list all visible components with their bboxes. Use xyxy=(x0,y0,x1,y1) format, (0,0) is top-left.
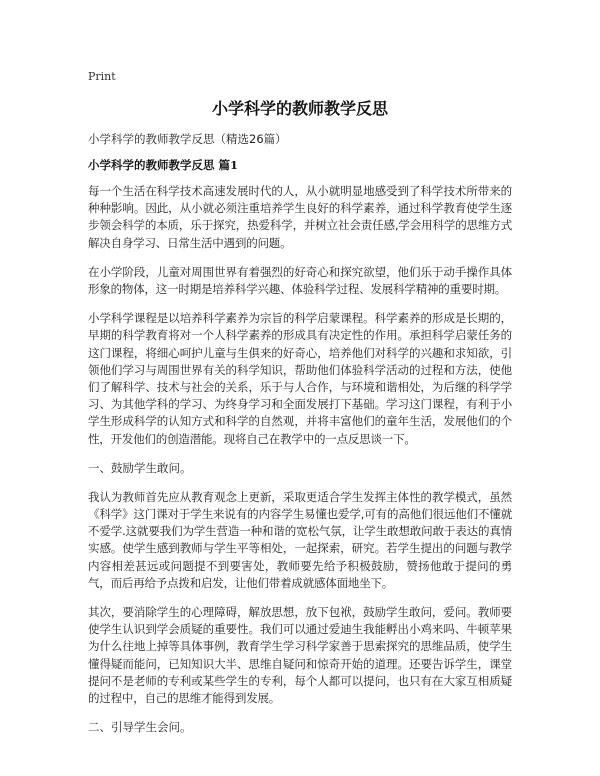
paragraph: 每一个生活在科学技术高速发展时代的人，从小就明显地感受到了科学技术所带来的种种影响。因此，从小就必须注重培养学生良好的科学素养，通过科学教育使学生逐步领会科学的本质，乐于探究，热爱科学，并树立社会责任感,学会用科学的思维方式解决自身学习、日常生活中遇到的问题。 xyxy=(88,184,512,250)
section-title: 小学科学的教师教学反思 篇1 xyxy=(88,158,239,172)
paragraph: 小学科学课程是以培养科学素养为宗旨的科学启蒙课程。科学素养的形成是长期的，早期的科学教育将对一个人科学素养的形成具有决定性的作用。承担科学启蒙任务的这门课程，将细心呵护儿童与生俱来的好奇心，培养他们对科学的兴趣和求知欲，引领他们学习与周围世界有关的科学知识，帮助他们体验科学活动的过程和方法，使他们了解科学、技术与社会的关系，乐于与人合作，与环境和谐相处，为后继的科学学习、为其他学科的学习、为终身学习和全面发展打下基础。学习这门课程，有利于小学生形成科学的认知方式和科学的自然观，并将丰富他们的童年生活，发展他们的个性，开发他们的创造潜能。现将自己在教学中的一点反思谈一下。 xyxy=(88,311,512,446)
page-title: 小学科学的教师教学反思 xyxy=(211,99,388,118)
document-subtitle: 小学科学的教师教学反思（精选26篇） xyxy=(88,132,287,146)
paragraph: 在小学阶段，儿童对周围世界有着强烈的好奇心和探究欲望，他们乐于动手操作具体形象的物体，这一时期是培养科学兴趣、体验科学过程、发展科学精神的重要时期。 xyxy=(88,264,512,297)
print-label[interactable]: Print xyxy=(88,70,116,83)
paragraph: 其次，要消除学生的心理障碍，解放思想，放下包袱，鼓励学生敢问，爱问。教师要使学生认识到学会质疑的重要性。我们可以通过爱迪生我能孵出小鸡来吗、牛顿苹果为什么往地上掉等具体事例，教育学生学习科学家善于思索探究的思维品质，使学生懂得疑而能问，已知知识大半、思维自疑问和惊奇开始的道理。还要告诉学生，课堂提问不是老师的专利或某些学生的专利，每个人都可以提问，也只有在大家互相质疑的过程中，自己的思维才能得到发展。 xyxy=(88,605,512,706)
subheading: 二、引导学生会问。 xyxy=(88,720,192,735)
document-body xyxy=(88,131,512,748)
subheading: 一、鼓励学生敢问。 xyxy=(88,460,192,475)
paragraph: 我认为教师首先应从教育观念上更新，采取更适合学生发挥主体性的教学模式，虽然《科学》这门课对于学生来说有的内容学生易懂也爱学,可有的高他们很远他们不懂就不爱学.这就要我们为学生营造一种和谐的宽松气氛，让学生敢想敢问敢于表达的真情实感。使学生感到教师与学生平等相处，一起探索，研究。若学生提出的问题与教学内容相差甚远或问题提不到要害处，教师要先给予积极鼓励，赞扬他敢于提问的勇气，而后再给予点拨和启发，让他们带着成就感体面地坐下。 xyxy=(88,489,512,590)
